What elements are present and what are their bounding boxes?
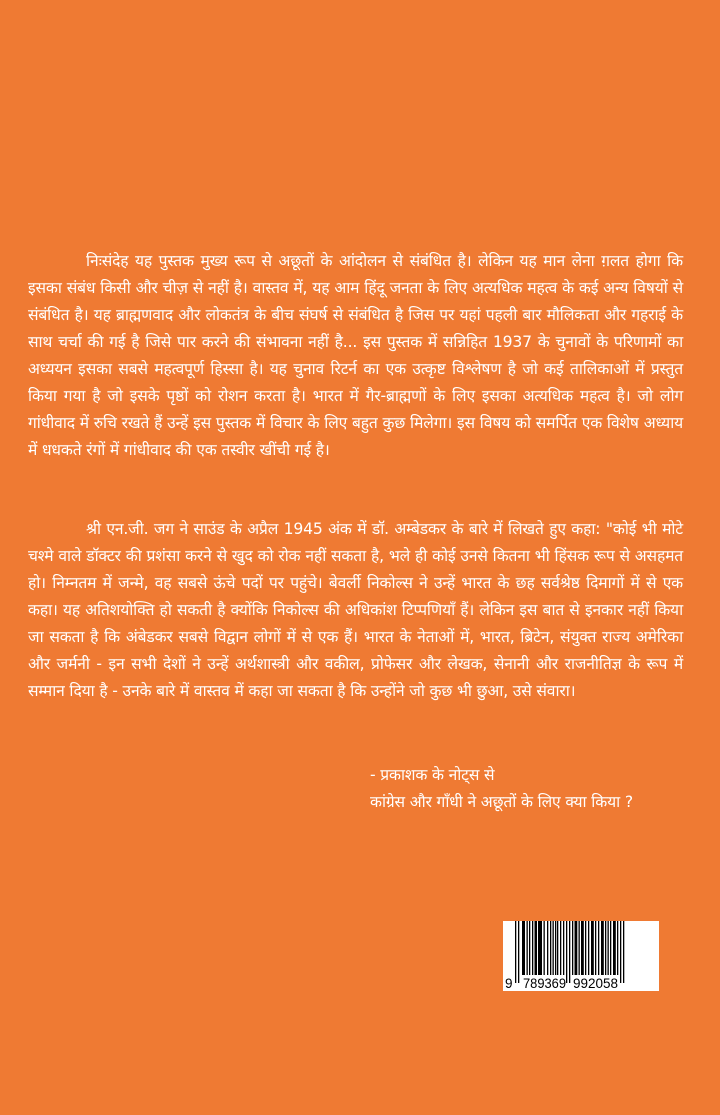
attribution-source: - प्रकाशक के नोट्स से [370,766,495,784]
isbn-barcode-icon [503,921,659,991]
blurb-paragraph-1-text: निःसंदेह यह पुस्तक मुख्य रूप से अछूतों के आंदोलन से संबंधित है। लेकिन यह मान लेना ग़लत होगा कि इसका संबंध किसी और चीज़ से नहीं है। वास्तव में, यह आम हिंदू जनता के लिए अत्यधिक महत्व के कई अन्य विषयों से संबंधित है। यह ब्राह्मणवाद और लोकतंत्र के बीच संघर्ष से संबंधित है जिस पर यहां पहली बार मौलिकता और गहराई के साथ चर्चा की गई है जिसे पार करने की संभावना नहीं है... इस पुस्तक में सन्निहित 1937 के चुनावों के परिणामों का अध्ययन इसका सबसे महत्वपूर्ण हिस्सा है। यह चुनाव रिटर्न का एक उत्कृष्ट विश्लेषण है जो कई तालिकाओं में प्रस्तुत किया गया है जो इसके पृष्ठों को रोशन करता है। भारत में गैर-ब्राह्मणों के लिए इसका अत्यधिक महत्व है। जो लोग गांधीवाद में रुचि रखते हैं उन्हें इस पुस्तक में विचार के लिए बहुत कुछ मिलेगा। इस विषय को समर्पित एक विशेष अध्याय में धधकते रंगों में गांधीवाद की एक तस्वीर खींची गई है। [28,252,683,459]
book-title: कांग्रेस और गाँधी ने अछूतों के लिए क्या किया ? [370,793,633,811]
blurb-paragraph-1 [28,248,683,464]
svg-text:992058: 992058 [573,976,618,991]
attribution [370,762,633,816]
blurb-paragraph-2-text: श्री एन.जी. जग ने साउंड के अप्रैल 1945 अंक में डॉ. अम्बेडकर के बारे में लिखते हुए कहा: "कोई भी मोटे चश्मे वाले डॉक्टर की प्रशंसा करने से खुद को रोक नहीं सकता है, भले ही कोई उनसे कितना भी हिंसक रूप से असहमत हो। निम्नतम में जन्मे, वह सबसे ऊंचे पदों पर पहुंचे। बेवर्ली निकोल्स ने उन्हें भारत के छह सर्वश्रेष्ठ दिमागों में से एक कहा। यह अतिशयोक्ति हो सकती है क्योंकि निकोल्स की अधिकांश टिप्पणियाँ हैं। लेकिन इस बात से इनकार नहीं किया जा सकता है कि अंबेडकर सबसे विद्वान लोगों में से एक हैं। भारत के नेताओं में, भारत, ब्रिटेन, संयुक्त राज्य अमेरिका और जर्मनी - इन सभी देशों ने उन्हें अर्थशास्त्री और वकील, प्रोफेसर और लेखक, सेनानी और राजनीतिज्ञ के रूप में सम्मान दिया है - उनके बारे में वास्तव में कहा जा सकता है कि उन्होंने जो कुछ भी छुआ, उसे संवारा। [28,520,683,700]
svg-text:789369: 789369 [523,976,566,991]
svg-text:9: 9 [505,976,513,991]
isbn-barcode [503,921,659,991]
blurb-paragraph-2 [28,516,683,705]
